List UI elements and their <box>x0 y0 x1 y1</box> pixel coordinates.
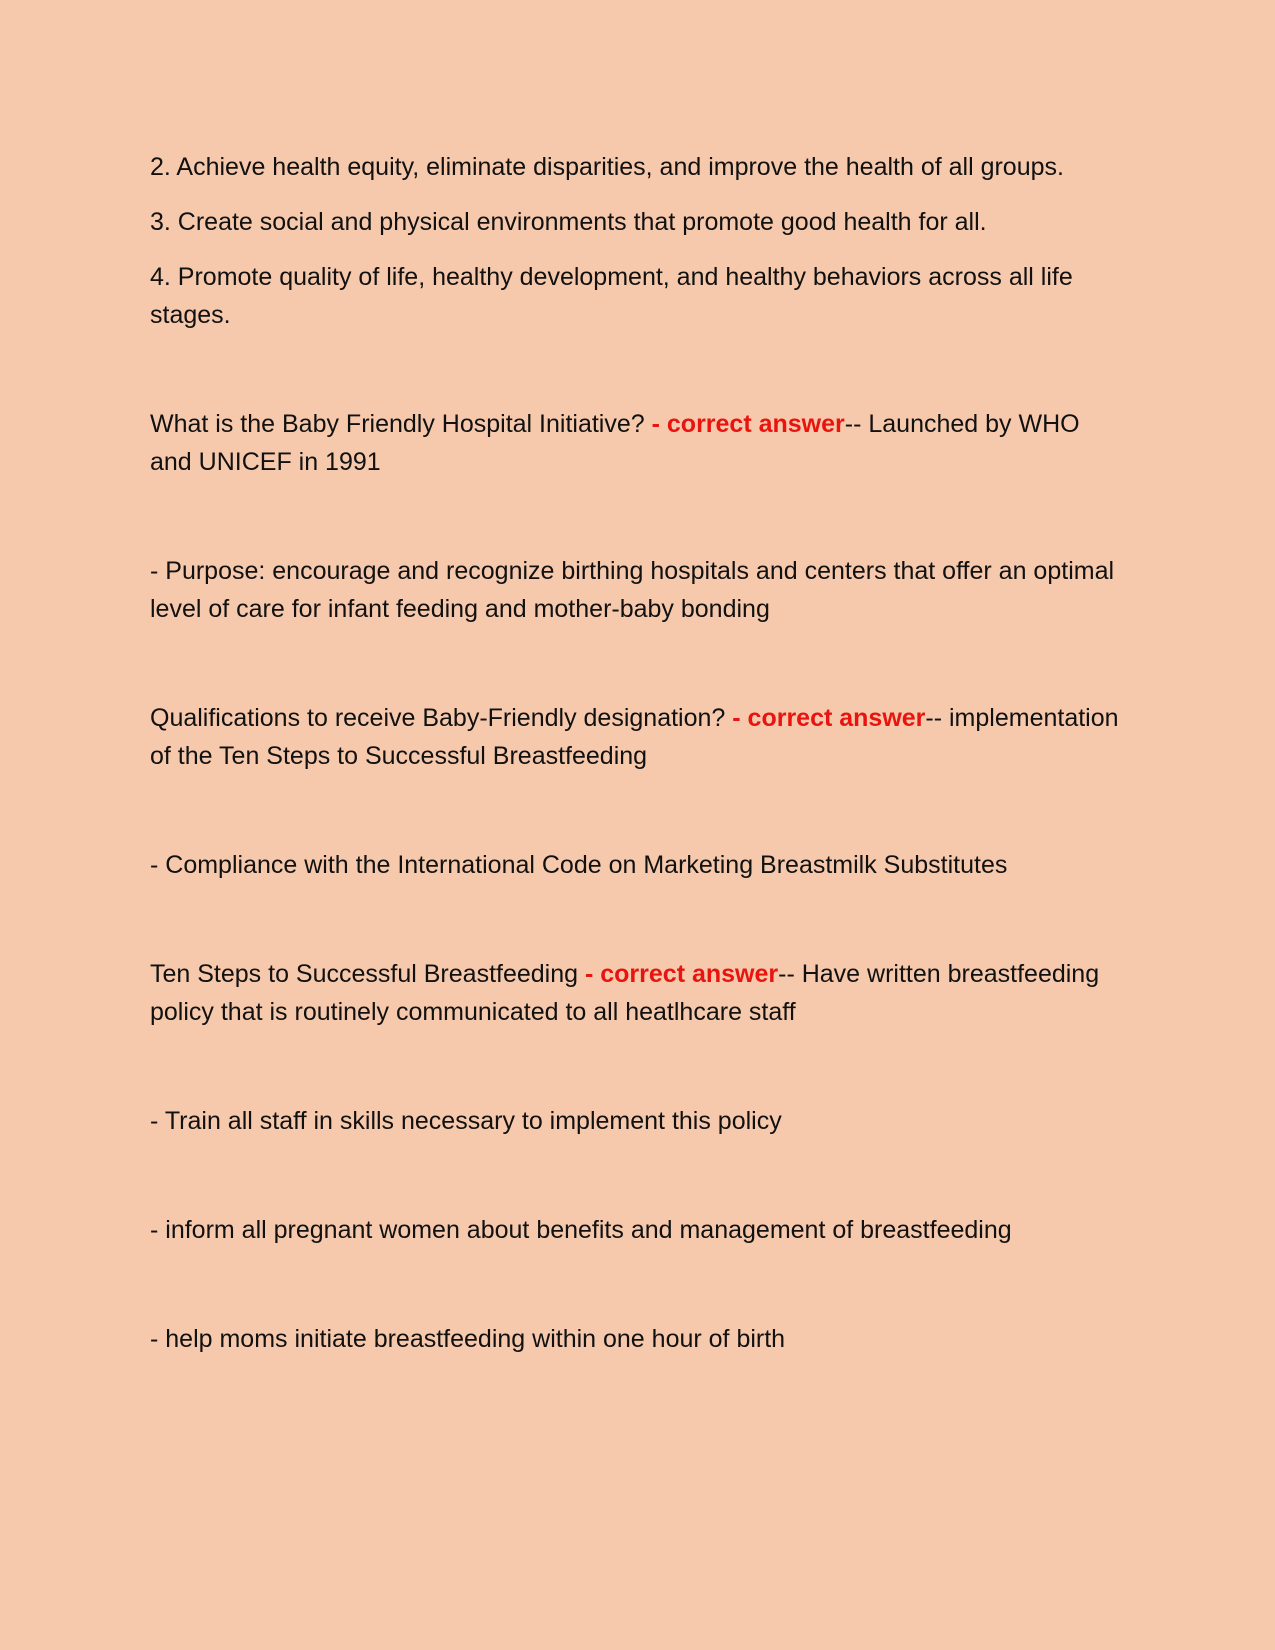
qa-baby-friendly-initiative <box>150 405 1125 481</box>
correct-answer-label: - correct answer <box>651 410 845 438</box>
question-text: What is the Baby Friendly Hospital Initiative? <box>150 410 645 438</box>
question-text: Qualifications to receive Baby-Friendly designation? <box>150 704 726 732</box>
answer-text: -- Have written breastfeeding policy that is routinely communicated to all heatlhcare staff <box>150 960 1100 1026</box>
correct-answer-label: - correct answer <box>732 704 926 732</box>
paragraph-compliance: - Compliance with the International Code on Marketing Breastmilk Substitutes <box>150 851 1008 879</box>
paragraph-goal-4: 4. Promote quality of life, healthy development, and healthy behaviors across all life stages. <box>150 263 1073 329</box>
answer-text: -- Launched by WHO and UNICEF in 1991 <box>150 410 1080 476</box>
paragraph-inform-women: - inform all pregnant women about benefits and management of breastfeeding <box>150 1216 1012 1244</box>
paragraph-purpose: - Purpose: encourage and recognize birthing hospitals and centers that offer an optimal level of care for infant feeding and mother-baby bonding <box>150 557 1115 623</box>
question-text: Ten Steps to Successful Breastfeeding <box>150 960 579 988</box>
answer-text: -- implementation of the Ten Steps to Successful Breastfeeding <box>150 704 1119 770</box>
qa-qualifications <box>150 699 1125 775</box>
correct-answer-label: - correct answer <box>584 960 779 988</box>
paragraph-initiate-breastfeeding: - help moms initiate breastfeeding within one hour of birth <box>150 1325 786 1353</box>
paragraph-goal-3: 3. Create social and physical environments that promote good health for all. <box>150 208 987 236</box>
paragraph-train-staff: - Train all staff in skills necessary to implement this policy <box>150 1107 782 1135</box>
paragraph-goal-2: 2. Achieve health equity, eliminate disparities, and improve the health of all groups. <box>150 153 1064 181</box>
qa-ten-steps <box>150 955 1125 1031</box>
